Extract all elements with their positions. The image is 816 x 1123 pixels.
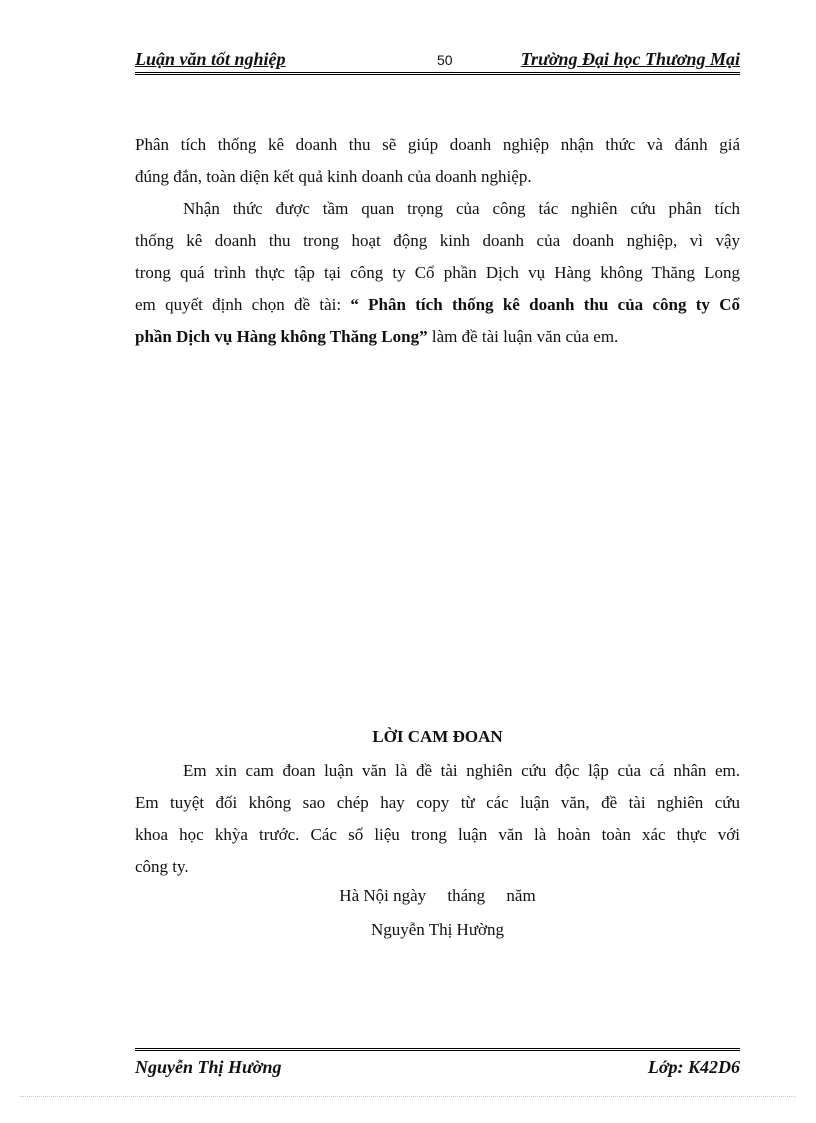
page-break-divider: [20, 1096, 796, 1097]
topic-title-cont: phần Dịch vụ Hàng không Thăng Long”: [135, 327, 428, 346]
footer-class: Lớp: K42D6: [647, 1057, 740, 1077]
text-line: Em xin cam đoan luận văn là đề tài nghiên cứu độc lập của cá nhân em.: [183, 761, 740, 780]
page-number: 50: [437, 52, 453, 68]
text-line: khoa học khỳa trước. Các số liệu trong luận văn là hoàn toàn xác thực với: [135, 825, 740, 844]
text-line: trong quá trình thực tập tại công ty Cổ phần Dịch vụ Hàng không Thăng Long: [135, 263, 740, 282]
text-line: công ty.: [135, 857, 189, 876]
header-thesis-label: Luận văn tốt nghiệp: [135, 49, 286, 69]
text-line: [135, 289, 740, 321]
text-line: [135, 321, 740, 353]
paragraph-intro: [135, 129, 740, 193]
text-line: đúng đắn, toàn diện kết quả kinh doanh của doanh nghiệp.: [135, 167, 532, 186]
page-footer: [135, 1048, 740, 1081]
text-fragment: em quyết định chọn đề tài:: [135, 295, 351, 314]
text-line: Nhận thức được tầm quan trọng của công tác nghiên cứu phân tích: [183, 199, 740, 218]
declaration-title: LỜI CAM ĐOAN: [372, 727, 503, 746]
header-university: Trường Đại học Thương Mại: [520, 49, 740, 69]
topic-title: “ Phân tích thống kê doanh thu của công ty Cổ: [350, 295, 740, 314]
page-header: [135, 46, 740, 75]
text-line: thống kê doanh thu trong hoạt động kinh doanh của doanh nghiệp, vì vậy: [135, 231, 740, 250]
footer-author: Nguyễn Thị Hường: [135, 1057, 282, 1077]
text-fragment: làm đề tài luận văn của em.: [427, 327, 619, 346]
paragraph-topic: [135, 193, 740, 353]
signature-name: Nguyễn Thị Hường: [370, 920, 505, 939]
date-line: Hà Nội ngày tháng năm: [339, 886, 536, 905]
text-line: Phân tích thống kê doanh thu sẽ giúp doanh nghiệp nhận thức và đánh giá: [135, 135, 740, 154]
paragraph-declaration: [135, 755, 740, 883]
text-line: Em tuyệt đối không sao chép hay copy từ các luận văn, đề tài nghiên cứu: [135, 793, 740, 812]
